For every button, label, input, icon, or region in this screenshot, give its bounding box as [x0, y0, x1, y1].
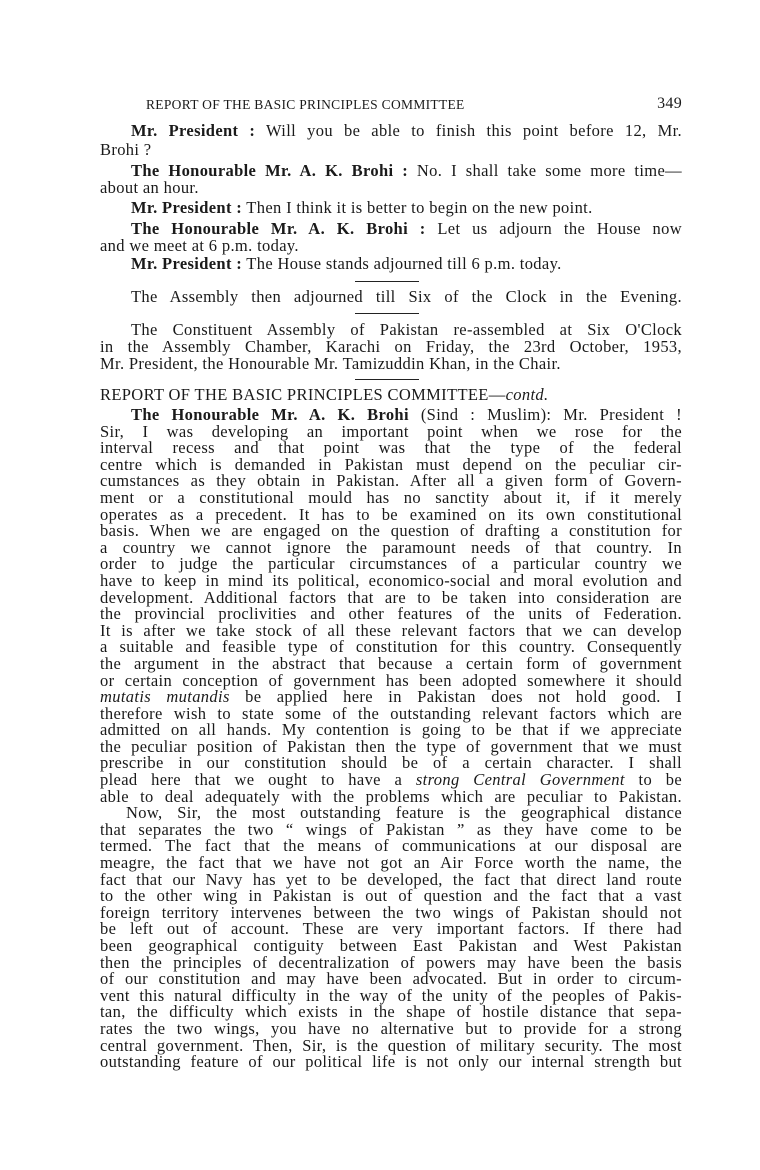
text-line — [100, 321, 682, 338]
text-segment: outstanding feature of our political life is not only our internal strength but — [100, 1052, 682, 1072]
text-segment: plead here that we ought to have a — [100, 770, 416, 790]
running-header — [100, 97, 682, 117]
text-segment: The House stands adjourned till 6 p.m. today. — [242, 254, 562, 273]
text-line — [100, 162, 682, 179]
text-line — [100, 355, 682, 372]
text-segment: be applied here in Pakistan does not hold good. I — [229, 687, 682, 707]
text-segment: about an hour. — [100, 178, 199, 197]
text-segment: termed. The fact that the means of communications at our disposal are — [100, 836, 682, 856]
speaker-name: The Honourable Mr. A. K. Brohi — [131, 405, 409, 424]
text-line — [100, 140, 682, 159]
speech-president — [100, 255, 682, 272]
text-segment: the argument in the abstract that because a certain form of government — [100, 653, 682, 673]
text-segment: meagre, the fact that we have not got an Air Force worth the name, the — [100, 853, 682, 873]
text-segment: interval recess and that point was that the type of the federal — [100, 438, 682, 458]
page-number: 349 — [657, 95, 682, 112]
text-line — [100, 179, 682, 196]
speaker-name: The Honourable Mr. A. K. Brohi : — [131, 219, 426, 238]
italic-text: contd. — [505, 385, 549, 404]
text-segment: ment or a constitutional mould has no sanctity about it, if it merely — [100, 487, 682, 507]
text-segment: The Constituent Assembly of Pakistan re-assembled at Six O'Clock — [131, 320, 682, 339]
text-segment: Brohi ? — [100, 140, 152, 159]
text-segment: No. I shall take some more time— — [408, 161, 682, 180]
speaker-name: The Honourable Mr. A. K. Brohi : — [131, 161, 409, 180]
text-segment: that separates the two “ wings of Pakistan ” as they have come to be — [100, 819, 682, 839]
text-segment: fact that our Navy has yet to be developed, the fact that direct land route — [100, 869, 682, 889]
text-line — [100, 338, 682, 355]
speaker-name: Mr. President : — [131, 254, 243, 273]
text-line — [100, 1054, 682, 1071]
section-divider — [355, 281, 419, 282]
text-segment: the provincial proclivities and other features of the units of Federation. — [100, 604, 682, 624]
text-segment: central government. Then, Sir, is the question of military security. The most — [100, 1035, 682, 1055]
text-segment: be left out of account. These are very important factors. If there had — [100, 919, 682, 939]
speech-brohi — [100, 162, 682, 196]
text-segment: Will you be able to finish this point before 12, Mr. — [255, 121, 683, 140]
text-segment: rates the two wings, you have no alternative but to provide for a strong — [100, 1018, 682, 1038]
italic-text: mutatis mutandis — [100, 687, 230, 707]
text-segment: cumstances as they obtain in Pakistan. After all a given form of Govern- — [100, 471, 682, 491]
section-heading — [100, 386, 682, 403]
text-segment: have to keep in mind its political, economico-social and moral evolution and — [100, 570, 682, 590]
text-segment: and we meet at 6 p.m. today. — [100, 236, 299, 255]
text-segment: centre which is demanded in Pakistan must depend on the peculiar cir- — [100, 454, 682, 474]
text-segment: in the Assembly Chamber, Karachi on Friday, the 23rd October, 1953, — [100, 337, 682, 356]
text-segment: been geographical contiguity between East Pakistan and West Pakistan — [100, 936, 682, 955]
text-segment: foreign territory intervenes between the two wings of Pakistan should not — [100, 902, 682, 922]
text-segment: a country we cannot ignore the paramount needs of that country. In — [100, 537, 682, 557]
text-segment: It is after we take stock of all these relevant factors that we can develop — [100, 620, 682, 640]
text-segment: The Assembly then adjourned till Six of the Clock in the Evening. — [131, 287, 682, 306]
text-segment: operates as a precedent. It has to be examined on its own constitutional — [100, 504, 682, 524]
text-segment: a suitable and feasible type of constitution for this country. Consequently — [100, 637, 682, 657]
text-line — [100, 121, 682, 140]
text-segment: REPORT OF THE BASIC PRINCIPLES COMMITTEE— — [100, 385, 506, 404]
text-segment: order to judge the particular circumstances of a particular country we — [100, 554, 682, 574]
text-segment: Let us adjourn the House now — [425, 219, 682, 238]
text-segment: able to deal adequately with the problems which are peculiar to Pakistan. — [100, 786, 682, 806]
speech-president — [100, 199, 682, 216]
text-segment: tan, the difficulty which exists in the shape of hostile distance that sepa- — [100, 1002, 682, 1022]
text-segment: of our constitution and may have been advocated. But in order to circum- — [100, 969, 682, 989]
text-segment: admitted on all hands. My contention is going to be that if we appreciate — [100, 720, 682, 740]
text-segment: Then I think it is better to begin on the new point. — [242, 198, 593, 217]
text-line — [100, 288, 682, 305]
text-line — [100, 220, 682, 237]
text-segment: to be — [624, 770, 682, 790]
section-divider — [355, 379, 419, 380]
text-line — [100, 199, 682, 216]
text-segment: development. Additional factors that are to be taken into consideration are — [100, 587, 682, 607]
text-line — [100, 386, 682, 403]
text-segment: then the principles of decentralization of powers may have been the basis — [100, 952, 682, 972]
adjournment-note — [100, 288, 682, 305]
text-segment: Mr. President, the Honourable Mr. Tamizuddin Khan, in the Chair. — [100, 354, 561, 373]
text-segment: to the other wing in Pakistan is out of question and the fact that a vast — [100, 886, 682, 906]
text-segment: (Sind : Muslim): Mr. President ! — [408, 405, 682, 424]
speaker-name: Mr. President : — [131, 198, 243, 217]
text-segment: basis. When we are engaged on the question of drafting a constitution for — [100, 521, 682, 541]
running-title: REPORT OF THE BASIC PRINCIPLES COMMITTEE — [146, 97, 465, 112]
text-segment: the peculiar position of Pakistan then the type of government that we must — [100, 736, 682, 756]
speech-president — [100, 121, 682, 159]
text-line — [100, 255, 682, 272]
text-segment: Now, Sir, the most outstanding feature is the geographical distance — [126, 803, 682, 823]
reassembly-note — [100, 321, 682, 372]
text-segment: prescribe in our constitution should be of a certain character. I shall — [100, 753, 682, 773]
text-segment: vent this natural difficulty in the way of the unity of the peoples of Pakis- — [100, 985, 682, 1005]
speech-brohi-main — [100, 407, 682, 1071]
text-line — [100, 237, 682, 254]
text-segment: Sir, I was developing an important point when we rose for the — [100, 421, 682, 441]
text-segment: or certain conception of government has been adopted somewhere it should — [100, 670, 682, 690]
speaker-name: Mr. President : — [131, 121, 256, 140]
section-divider — [355, 313, 419, 314]
text-segment: therefore wish to state some of the outstanding relevant factors which are — [100, 703, 682, 723]
italic-text: strong Central Government — [415, 770, 625, 790]
speech-brohi — [100, 220, 682, 254]
